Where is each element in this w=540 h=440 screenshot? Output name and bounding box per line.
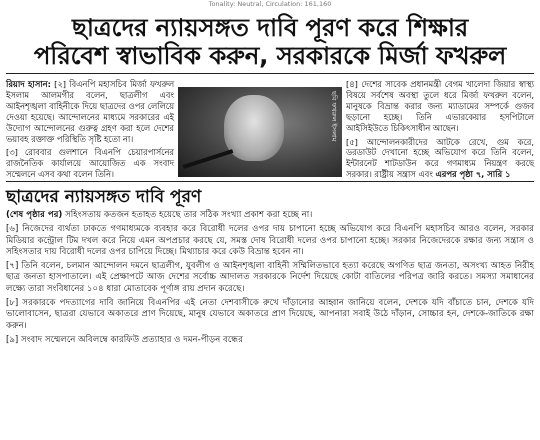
headline-rule bbox=[6, 73, 534, 74]
photo-credit: ছবি ফখরুল ইসলাম bbox=[330, 91, 338, 142]
continuation-paragraph-lead bbox=[6, 210, 534, 221]
continuation-paragraph-6: [৬] নিজেদের ব্যর্থতা ঢাকতে গণমাধ্যমকে ব্যবহার করে বিরোধী দলের ওপর দায় চাপানো হচ্ছে অভিযোগ করে বিএনপি মহাসচিব আরও বলেন, সরকার মিডিয়ার কন্ট্রোল টিম দখল করে নিয়ে এমন অপপ্রচার করছে যে, সমস্ত দোষ বিরোধী দলের ওপর চাপানো হচ্ছে। সরকার নিজেদেরকে রক্ষার জন্য সন্ত্রাস ও সহিংসতার দায় বিরোধী দলের ওপর চাপিয়ে দিচ্ছে। মিথ্যাচার করে কেউ বিভ্রান্ত হবেন না। bbox=[6, 224, 534, 257]
section-rule bbox=[6, 181, 534, 182]
continuation-paragraph-9: [৯] সংবাদ সম্মেলনে অবিলম্বে কারফিউ প্রত্যাহার ও দমন-পীড়ন বন্ধের bbox=[6, 334, 243, 345]
article-paragraph-4: [৪] দেশের সাবেক প্রধানমন্ত্রী বেগম খালেদা জিয়ার স্বাস্থ্য বিষয়ে সর্বশেষ অবস্থা তুলে ধরে মির্জা ফখরুল বলেন, মানুষকে বিভ্রান্ত করার জন্য ম্যাডামের সম্পর্কে গুজব ছড়ানো হচ্ছে। তিনি এভারকেয়ার হসপিটালে আইসিইউতে চিকিৎসাধীন আছেন। bbox=[346, 79, 534, 133]
article-paragraph-5 bbox=[346, 137, 534, 181]
page-headline bbox=[8, 14, 532, 70]
speaker-photo bbox=[178, 87, 342, 177]
continuation-lead-text: সহিংসতায় কতজন হতাহত হয়েছে তার সঠিক সংখ্যা প্রকাশ করা হচ্ছে না। bbox=[65, 210, 313, 220]
paragraph-5-text: [৫] আন্দোলনকারীদের আটকে রেখে, গুম করে, ডরডাউট দেখানো হচ্ছে অভিযোগ করে তিনি বলেন, ইন্টারনেট শাটডাউন করে গণমাধ্যম নিয়ন্ত্রণ করছে সরকার। রাষ্ট্রীয় সন্ত্রাস এবং bbox=[346, 136, 534, 180]
continuation-body bbox=[6, 210, 534, 349]
metadata-line: Tonality: Neutral, Circulation: 161,160 bbox=[208, 0, 332, 8]
continued-marker: এরপর পৃষ্ঠা ৭, সারি ১ bbox=[435, 169, 511, 180]
continuation-lead: (শেষ পৃষ্ঠার পর) bbox=[6, 210, 63, 220]
continuation-paragraph-8: [৮] সরকারকে পদত্যাগের দাবি জানিয়ে বিএনপির এই নেতা দেশবাসীকে রুখে দাঁড়ানোর আহ্বান জানিয়ে বলেন, দেশকে যদি বাঁচাতে চান, দেশকে যদি ভালোবাসেন, ছাত্ররা যেভাবে অকাতরে প্রাণ দিয়েছে, মানুষ যেভাবে অকাতরে প্রাণ দিয়েছে, আপনারা সবাই উঠে দাঁড়ান, সোচ্চার হন, দেশকে-জাতিকে রক্ষা করুন। bbox=[6, 298, 534, 331]
byline: রিয়াদ হাসান: bbox=[6, 79, 51, 89]
paragraph-2-text: [২] বিএনপি মহাসচিব মির্জা ফখরুল ইসলাম আলমগীর বলেন, ছাত্রলীগ এবং আইনশৃঙ্খলা বাহিনীকে দিয়ে ছাত্রদের ওপর লেলিয়ে দেওয়া হয়েছে। আন্দোলনের মাধ্যমে সরকারের এই উদ্যোগ আন্দোলনের গুরুত্ব গ্রহণ করা হলে দেশের ভয়াবহ রক্তাক্ত পরিস্থিতি সৃষ্টি হতো না। bbox=[6, 79, 174, 144]
microphone-icon bbox=[183, 149, 234, 169]
continuation-subheading: ছাত্রদের ন্যায়সঙ্গত দাবি পূরণ bbox=[6, 187, 202, 207]
headline-line-1: ছাত্রদের ন্যায়সঙ্গত দাবি পূরণ করে শিক্ষার bbox=[71, 13, 468, 42]
right-column bbox=[346, 79, 534, 180]
article-paragraph-3: [৩] রোববার গুলশানে বিএনপি চেয়ারপার্সনের রাজনৈতিক কার্যালয়ে আয়োজিত এক সংবাদ সম্মেলনে এসব কথা বলেন তিনি। bbox=[6, 147, 174, 180]
left-column bbox=[6, 79, 174, 180]
article-paragraph-2 bbox=[6, 79, 174, 144]
continuation-paragraph-7: [৭] তিনি বলেন, চলমান আন্দোলন দমনে ছাত্রলীগ, যুবলীগ ও আইনশৃঙ্খলা বাহিনী সম্মিলিতভাবে হত্যা করেছে অগণিত ছাত্র জনতা, অসংখ্য আহত নিরীহ ছাত্র জনতা হাসপাতালে। এই প্রেক্ষাপটে আজ দেশের সর্বোচ্চ আদালত সরকারকে নির্দেশ দিয়েছে কোটা বাতিলের পরিপত্র জারি করতে। সমস্যা সমাধানের লক্ষ্যে তারা সংবিধানের ১০৪ ধারা মোতাবেক পূর্ণাঙ্গ রায় প্রদান করেছে। bbox=[6, 261, 534, 294]
headline-line-2: পরিবেশ স্বাভাবিক করুন, সরকারকে মির্জা ফখরুল bbox=[33, 41, 507, 70]
